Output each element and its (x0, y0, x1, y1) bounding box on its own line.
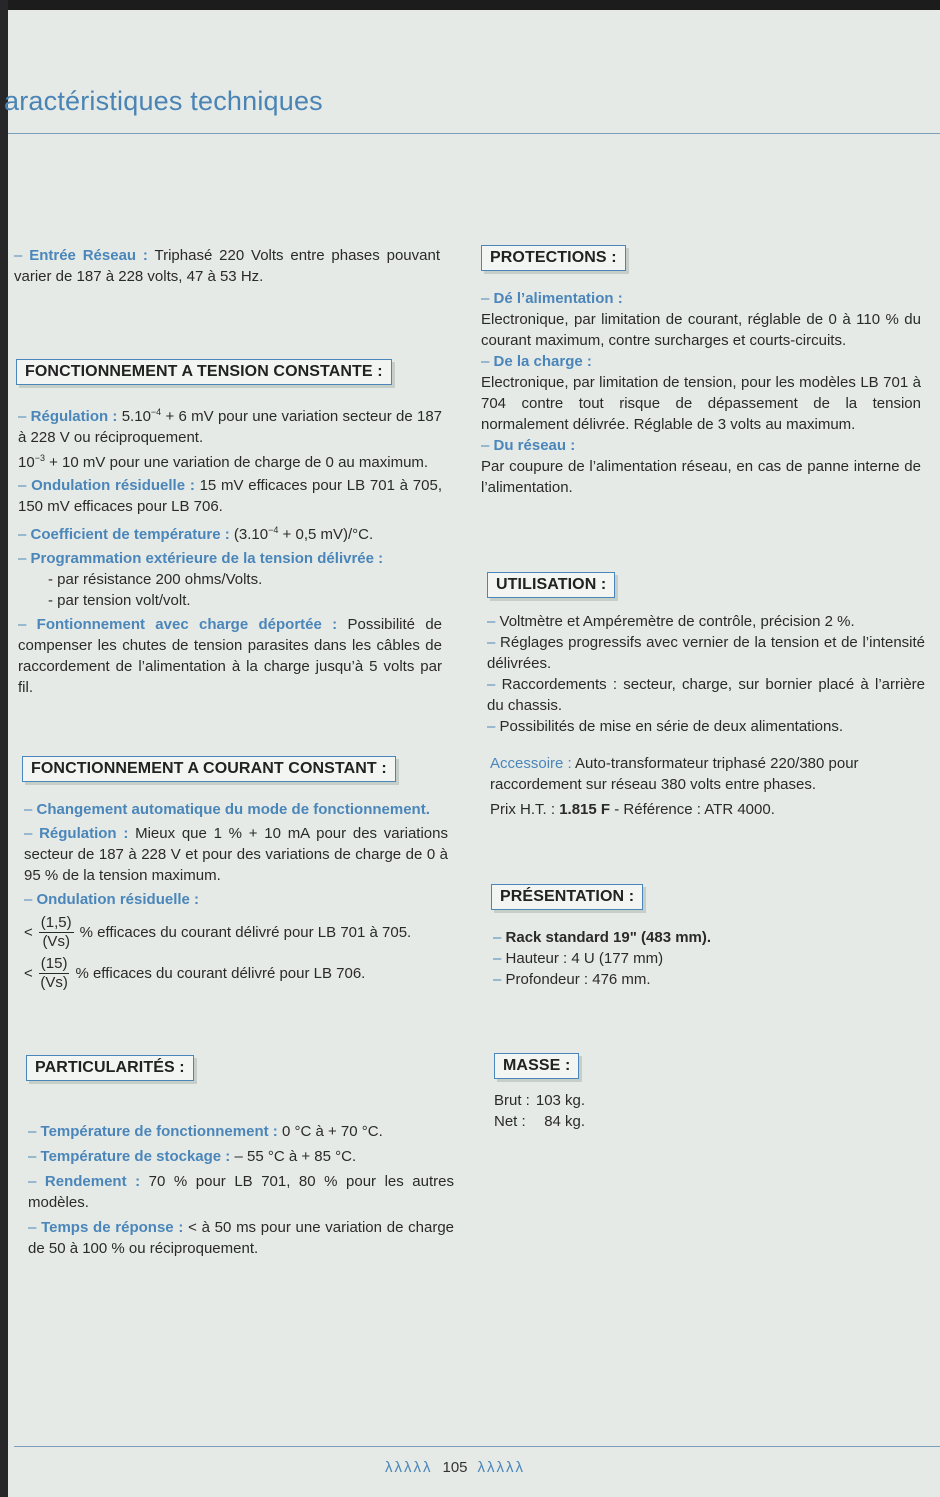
programmation-item: - par résistance 200 ohms/Volts. (48, 571, 263, 588)
tension-constante-section: – Régulation : $5.10^{-4} + 6$ mV pour une variation secteur de 187 à 228 V ou réciproquement. $10^{-3} + 10$ mV pour une variation de charge de 0 au maximum. – Ondulation résiduelle : 15 mV efficaces pour LB 701 à 705, 150 mV efficaces pour LB 706. – Coefficient de température : ($3.10^{-4} + 0,5$ mV)/°C. – Programmation extérieure de la tension délivrée : - par résistance 200 ohms/Volts. - par tension volt/volt. – Fontionnement avec charge déportée : Possibilité de compenser les chutes de tension parasites dans les câbles de raccordement de l’alimentation à la charge jusqu’à 5 volts par fil. (18, 407, 443, 696)
programmation-label: Programmation extérieure de la tension délivrée : (30, 550, 384, 567)
page-number: 105 (442, 1459, 468, 1476)
entree-label: Entrée Réseau : (29, 247, 148, 264)
courant-constant-section: – Changement automatique du mode de fonctionnement. – Régulation : Mieux que 1 % + 10 mA pour des variations secteur de 187 à 228 V et pour des variations de charge de 0 à 95 % de la tension maximum. – Ondulation résiduelle : < $\frac{(1,5)}{(Vs)}$ % efficaces du courant délivré pour LB 701 à 705. < $\frac{(15)}{(Vs)}$ % efficaces du courant délivré pour LB 706. (24, 801, 448, 991)
particularites-heading: PARTICULARITÉS : (26, 1055, 194, 1081)
ondulation-label: Ondulation résiduelle : (36, 891, 200, 908)
masse-section: Brut : 103 kg. Net : 84 kg. (494, 1092, 586, 1130)
presentation-section: – Rack standard 19" (483 mm). – Hauteur : 4 U (177 mm) – Profondeur : 476 mm. (493, 929, 712, 988)
binding-edge (0, 0, 8, 1497)
prix-value: 1.815 F (559, 801, 611, 818)
utilisation-heading: UTILISATION : (487, 572, 615, 598)
ondulation-label: Ondulation résiduelle : (31, 477, 195, 494)
top-edge (0, 0, 940, 10)
page-title: aractéristiques techniques (4, 86, 323, 116)
courant-constant-heading: FONCTIONNEMENT A COURANT CONSTANT : (22, 756, 396, 782)
fonctionnement-label: Fontionnement avec charge déportée : (36, 616, 338, 633)
presentation-heading: PRÉSENTATION : (491, 884, 643, 910)
footer-rule (14, 1446, 940, 1447)
fraction-line-2: < $\frac{(15)}{(Vs)}$ % efficaces du courant délivré pour LB 706. (24, 955, 366, 991)
tension-constante-heading: FONCTIONNEMENT A TENSION CONSTANTE : (16, 359, 392, 385)
entree-text: Triphasé 220 Volts entre phases pouvant varier de 187 à 228 volts, 47 à 53 Hz. (14, 247, 440, 285)
coefficient-label: Coefficient de température : (30, 526, 230, 543)
accessoire-section: Accessoire : Auto-transformateur triphasé 220/380 pour raccordement sur réseau 380 volts entre phases. Prix H.T. : 1.815 F - Référence : ATR 4000. (490, 755, 859, 818)
particularites-section: – Température de fonctionnement : 0 °C à + 70 °C. – Température de stockage : – 55 °C à + 85 °C. – Rendement : 70 % pour LB 701, 80 % pour les autres modèles. – Temps de réponse : < à 50 ms pour une variation de charge de 50 à 100 % ou réciproquement. (28, 1123, 455, 1257)
title-rule (8, 133, 940, 134)
accessoire-label: Accessoire : (490, 755, 572, 772)
page-footer (385, 1459, 525, 1476)
protections-section: – Dé l’alimentation : Electronique, par limitation de courant, réglable de 0 à 110 % du courant maximum, contre surcharges et courts-circuits. – De la charge : Electronique, par limitation de tension, pour les modèles LB 701 à 704 contre tout risque de dépassement de la tension normalement délivrée. Réglable de 3 volts au maximum. – Du réseau : Par coupure de l’alimentation réseau, en cas de panne interne de l’alimentation. (481, 290, 921, 496)
footer-ornament: λλλλλ (477, 1459, 526, 1476)
masse-heading: MASSE : (494, 1053, 579, 1079)
footer-ornament: λλλλλ (385, 1459, 433, 1476)
utilisation-section: – Voltmètre et Ampéremètre de contrôle, précision 2 %. – Réglages progressifs avec vernier de la tension et de l’intensité délivrées. – Raccordements : secteur, charge, sur bornier placé à l’arrière du chassis. – Possibilités de mise en série de deux alimentations. (487, 613, 926, 735)
protections-heading: PROTECTIONS : (481, 245, 626, 271)
entree-reseau: – Entrée Réseau : Triphasé 220 Volts entre phases pouvant varier de 187 à 228 volts, 47 à 53 Hz. (14, 247, 440, 285)
changement-label: Changement automatique du mode de fonctionnement. (36, 801, 430, 818)
programmation-item: - par tension volt/volt. (48, 592, 191, 609)
regulation-label: Régulation : (30, 408, 118, 425)
regulation-label: Régulation : (39, 825, 129, 842)
fraction-line-1: < $\frac{(1,5)}{(Vs)}$ % efficaces du courant délivré pour LB 701 à 705. (24, 914, 412, 950)
